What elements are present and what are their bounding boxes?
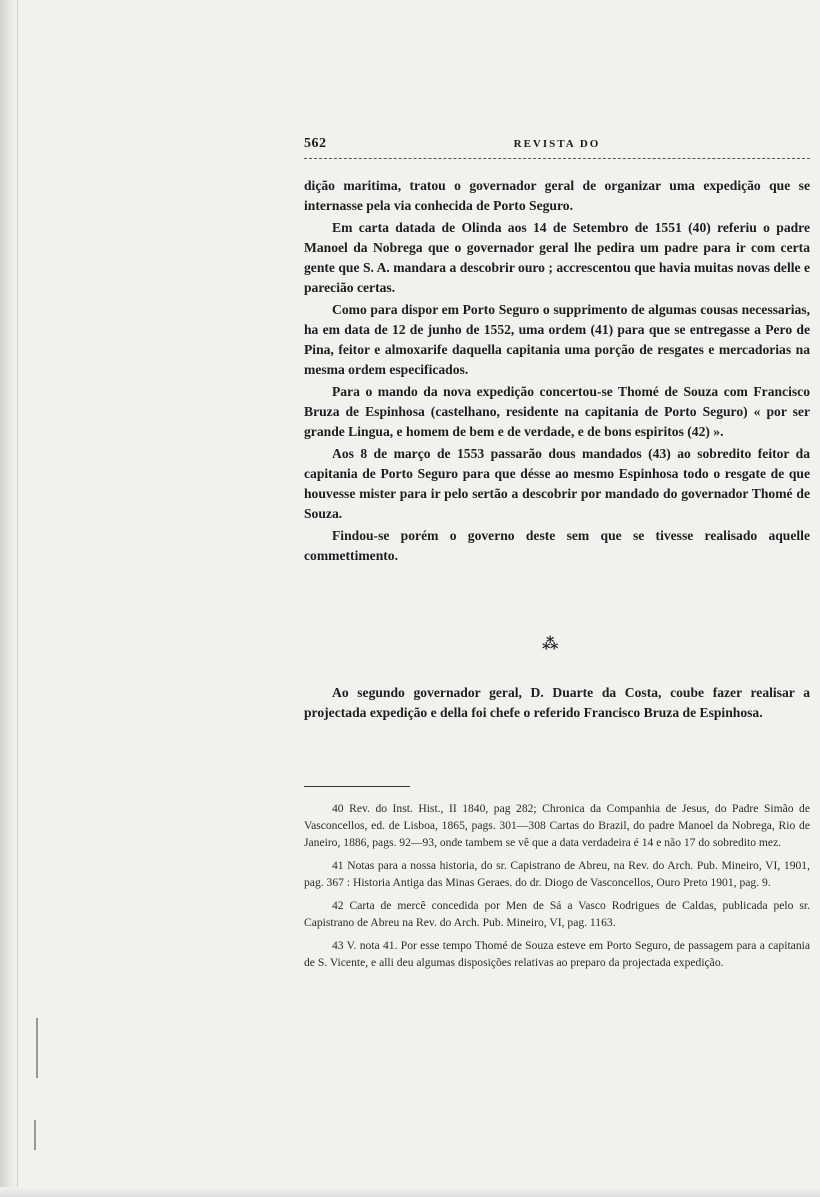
footnote — [304, 937, 810, 971]
footnotes — [304, 800, 810, 977]
paragraph: Aos 8 de março de 1553 passarão dous mandados (43) ao sobredito feitor da capitania de Porto Seguro para que désse ao mesmo Espinhosa todo o resgate de que houvesse mister para ir pelo sertão a descobrir por mandado do governador Thomé de Souza. — [304, 446, 810, 521]
footnote-rule — [304, 786, 410, 787]
footnote-text: V. nota 41. Por esse tempo Thomé de Souza esteve em Porto Seguro, de passagem para a capitania de S. Vicente, e alli deu algumas disposições relativas ao preparo da projectada expedição. — [304, 939, 810, 969]
paragraph: Para o mando da nova expedição concertou-se Thomé de Souza com Francisco Bruza de Espinhosa (castelhano, residente na capitania de Porto Seguro) « por ser grande Lingua, e homem de bem e de verdade, e de bons espiritos (42) ». — [304, 384, 810, 439]
paragraph: Ao segundo governador geral, D. Duarte da Costa, coube fazer realisar a projectada expedição e della foi chefe o referido Francisco Bruza de Espinhosa. — [304, 685, 810, 720]
page-number: 562 — [304, 136, 327, 151]
footnote-number: 43 — [332, 939, 344, 952]
section-separator: ⁂ — [542, 636, 559, 653]
closing-text — [304, 683, 810, 723]
footnote-number: 40 — [332, 802, 344, 815]
paragraph: dição maritima, tratou o governador geral de organizar uma expedição que se internasse pela via conhecida de Porto Seguro. — [304, 178, 810, 213]
footnote-text: Notas para a nossa historia, do sr. Capistrano de Abreu, na Rev. do Arch. Pub. Mineiro, VI, 1901, pag. 367 : Historia Antiga das Minas Geraes. do dr. Diogo de Vasconcellos, Ouro Preto 1901, pag. 9. — [304, 859, 810, 889]
paragraph: Como para dispor em Porto Seguro o supprimento de algumas cousas necessarias, ha em data de 12 de junho de 1552, uma ordem (41) para que se entregasse a Pero de Pina, feitor e almoxarife daquella capitania uma porção de resgates e mercadorias na mesma ordem especificados. — [304, 302, 810, 377]
bottom-page-edge — [0, 1187, 820, 1197]
footnote — [304, 800, 810, 851]
paragraph: Findou-se porém o governo deste sem que se tivesse realisado aquelle commettimento. — [304, 528, 810, 563]
footnote-text: Rev. do Inst. Hist., II 1840, pag 282; Chronica da Companhia de Jesus, do Padre Simão de Vasconcellos, ed. de Lisboa, 1865, pags. 301—308 Cartas do Brazil, do padre Manoel da Nobrega, Rio de Janeiro, 1886, pags. 92—93, onde tambem se vê que a data verdadeira é 14 e não 17 do sobredito mez. — [304, 802, 810, 849]
footnote-number: 41 — [332, 859, 344, 872]
footnote-text: Carta de mercê concedida por Men de Sá a Vasco Rodrigues de Caldas, publicada pelo sr. Capistrano de Abreu na Rev. do Arch. Pub. Mineiro, VI, pag. 1163. — [304, 899, 810, 929]
header-rule — [304, 158, 810, 160]
page-gutter-shadow — [0, 0, 16, 1197]
paragraph: Em carta datada de Olinda aos 14 de Setembro de 1551 (40) referiu o padre Manoel da Nobrega que o governador geral lhe pedira um padre para ir com certa gente que S. A. mandara a descobrir ouro ; accrescentou que havia muitas novas delle e parecião certas. — [304, 220, 810, 295]
footnote-number: 42 — [332, 899, 344, 912]
page-header — [304, 136, 810, 158]
binding-line — [17, 0, 18, 1197]
footnote — [304, 897, 810, 931]
running-head: REVISTA DO — [513, 138, 601, 150]
scan-mark — [36, 1018, 38, 1078]
footnote — [304, 857, 810, 891]
main-text — [304, 176, 810, 568]
scan-mark — [34, 1120, 36, 1150]
